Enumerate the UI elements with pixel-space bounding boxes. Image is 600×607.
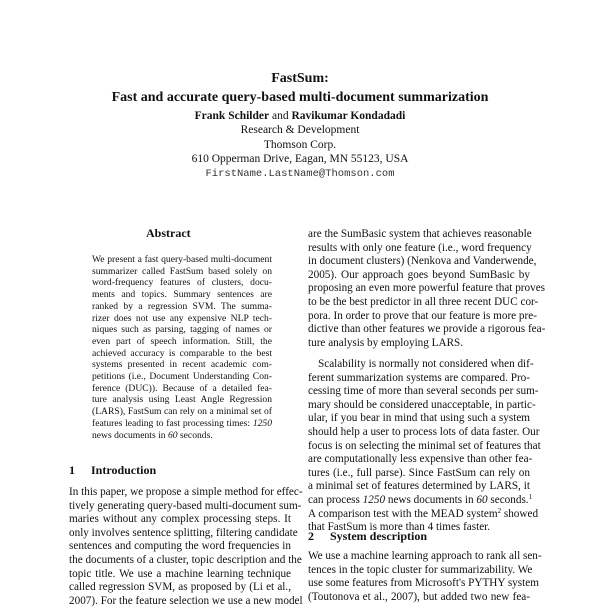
section-number: 1	[69, 463, 75, 477]
text-line	[92, 430, 272, 441]
text-line: tively generating query-based multi-document sum-	[69, 499, 302, 512]
text-line: to be the best predictor in all three recent DUC cor-	[308, 296, 539, 308]
text-segment: news documents in	[92, 429, 168, 441]
text-line: ference (DUC)). Because of a detailed fea-	[92, 382, 272, 394]
affiliation-org: Thomson Corp.	[263, 139, 337, 151]
text-line: (LARS), FastSum can rely on a minimal set of	[92, 406, 272, 418]
text-line: dictive than other features we provide a rigorous fea-	[308, 323, 546, 336]
paper-title-line-1: FastSum:	[271, 71, 329, 86]
text-line: called regression SVM, as proposed by (Li et al.,	[69, 581, 291, 594]
text-line: pora. In order to prove that our feature is more pre-	[308, 309, 537, 322]
footnote-marker: 1	[528, 493, 533, 501]
text-line: use some features from Microsoft's PYTHY system	[308, 577, 539, 590]
text-line: the documents of a cluster, topic description and the	[69, 554, 302, 566]
text-segment: features leading to fast processing times:	[92, 417, 253, 429]
affiliation-dept: Research & Development	[240, 124, 360, 136]
author-2: Ravikumar Kondadadi	[291, 110, 406, 122]
text-line: that FastSum is more than 4 times faster.	[308, 521, 491, 534]
text-line: results with only one feature (i.e., word frequency	[308, 241, 532, 254]
text-line: We use a machine learning approach to rank all sen-	[308, 550, 542, 562]
author-1: Frank Schilder	[194, 110, 270, 122]
text-segment: news documents in	[385, 494, 477, 506]
text-line: 2005). Our approach goes beyond SumBasic by	[308, 268, 530, 281]
section-title: Introduction	[91, 463, 157, 477]
text-line: sentences and computing the word frequencies in	[69, 540, 291, 553]
abstract-heading: Abstract	[146, 226, 191, 240]
text-segment: seconds.	[487, 494, 529, 506]
footnote-marker: 2	[497, 506, 502, 515]
paper-title-line-2: Fast and accurate query-based multi-document summarization	[111, 90, 489, 105]
text-line: systems presented in recent academic com-	[92, 359, 272, 371]
text-line: Scalability is normally not considered when dif-	[318, 358, 534, 370]
text-line: In this paper, we propose a simple method for effec-	[69, 486, 303, 498]
text-line: maries without any complex processing steps. It	[69, 513, 291, 526]
text-line: ular, if you bear in mind that using such a system	[308, 412, 530, 425]
text-line: ture analysis by employing LARS.	[308, 336, 464, 349]
text-line: 2007). For the feature selection we use a new model	[69, 594, 303, 607]
text-line: proposing an even more powerful feature that proves	[308, 282, 546, 295]
text-segment: showed	[501, 507, 539, 520]
text-line: cessing time of more than several seconds per sum-	[308, 385, 539, 398]
text-line: niques such as parsing, tagging of names or	[92, 324, 272, 336]
text-line: are the SumBasic system that achieves reasonable	[308, 228, 532, 240]
text-line	[92, 418, 272, 429]
text-line: petitions (i.e., Document Understanding Con-	[92, 371, 272, 382]
text-line: ferent summarization systems are compared. Pro-	[308, 371, 530, 384]
text-segment: can process	[308, 494, 363, 506]
text-line: ranked by a regression SVM. The summa-	[92, 300, 272, 312]
text-line: mary should be considered unacceptable, in partic-	[308, 398, 536, 411]
text-segment: 1250	[362, 494, 386, 506]
text-segment: seconds.	[177, 429, 213, 441]
text-line: achieved accuracy is comparable to the best	[92, 347, 272, 359]
text-line	[308, 493, 533, 506]
text-line	[308, 506, 539, 520]
author-separator: and	[271, 110, 289, 122]
text-line: only involves sentence splitting, filtering candidate	[69, 526, 298, 539]
text-line: We present a fast query-based multi-document	[92, 254, 272, 265]
section-number: 2	[308, 529, 314, 543]
text-line: tences in the topic cluster for summarizability. We	[308, 563, 533, 576]
text-line: (Toutonova et al., 2007), but added two new fea-	[308, 590, 530, 603]
text-segment: A comparison test with the MEAD system	[308, 507, 498, 520]
text-line: are computationally less expensive than other fea-	[308, 453, 533, 466]
email: FirstName.LastName@Thomson.com	[205, 168, 395, 180]
text-line: rizer does not use any expensive NLP tech-	[92, 312, 272, 324]
text-line: ments and topics. Summary sentences are	[92, 289, 272, 301]
text-line: even part of speech information. Still, the	[92, 335, 272, 347]
text-line: ture analysis using Least Angle Regression	[92, 394, 272, 406]
text-line: summarizer called FastSum based solely on	[92, 265, 272, 277]
text-line: topic title. We use a machine learning technique	[69, 567, 291, 580]
text-segment: 60	[476, 494, 488, 506]
text-segment: 1250	[252, 417, 272, 429]
authors	[0, 110, 600, 122]
section-title: System description	[330, 529, 427, 543]
address: 610 Opperman Drive, Eagan, MN 55123, USA	[191, 153, 409, 165]
section-1-heading	[69, 463, 156, 478]
text-line: a minimal set of features determined by LARS, it	[308, 480, 530, 493]
text-line: word-frequency features of clusters, docu-	[92, 277, 272, 289]
text-line: tures (i.e., full parse). Since FastSum can rely on	[308, 466, 530, 479]
text-line: should help a user to process lots of data faster. Our	[308, 426, 540, 438]
text-line: focus is on selecting the minimal set of features that	[308, 439, 541, 452]
text-segment: 60	[167, 429, 178, 441]
section-2-heading	[308, 529, 427, 544]
text-line: in document clusters) (Nenkova and Vanderwende,	[308, 255, 537, 268]
